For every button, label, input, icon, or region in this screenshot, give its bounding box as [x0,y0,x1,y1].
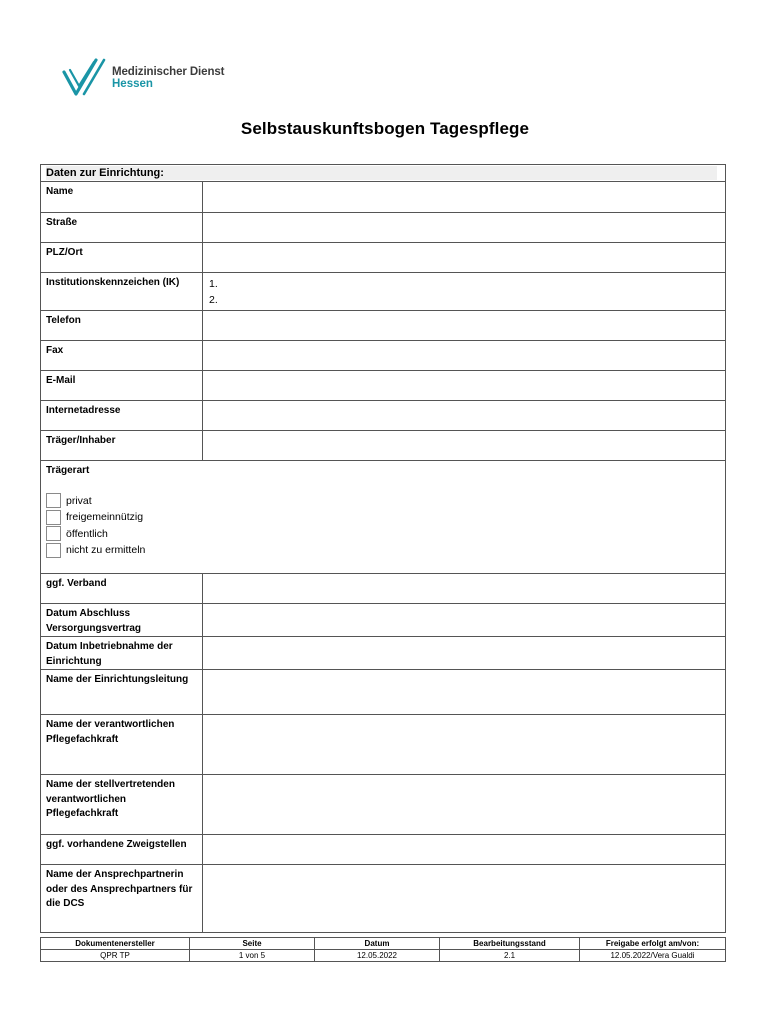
field-fax[interactable] [203,341,726,371]
label-strasse: Straße [41,213,203,243]
footer-value-bearbeitungsstand: 2.1 [440,950,580,962]
label-fax: Fax [41,341,203,371]
label-name: Name [41,182,203,213]
option-nicht-zu-ermitteln[interactable] [46,542,721,559]
label-zweigstellen: ggf. vorhandene Zweigstellen [41,835,203,865]
field-telefon[interactable] [203,311,726,341]
label-ansprechpartner: Name der Ansprechpartnerin oder des Ansprechpartners für die DCS [41,865,203,933]
option-privat[interactable] [46,493,721,510]
footer-header-seite: Seite [190,938,315,950]
ik-line-1: 1. [209,278,218,290]
footer-value-datum: 12.05.2022 [315,950,440,962]
checkbox-privat[interactable] [46,493,61,508]
logo-region: Hessen [112,78,153,90]
field-zweigstellen[interactable] [203,835,726,865]
traegerart-options [46,493,721,559]
document-footer-table [40,937,726,962]
label-telefon: Telefon [41,311,203,341]
label-traegerart: Trägerart [46,465,90,476]
label-traeger: Träger/Inhaber [41,431,203,461]
footer-value-seite: 1 von 5 [190,950,315,962]
label-pfk: Name der verantwortlichen Pflegefachkraft [41,715,203,775]
checkbox-oeffentlich[interactable] [46,526,61,541]
traegerart-cell [41,461,726,574]
field-verband[interactable] [203,574,726,604]
ik-line-2: 2. [209,294,218,306]
field-pfk[interactable] [203,715,726,775]
label-ik: Institutionskennzeichen (IK) [41,273,203,311]
option-freigemeinnuetzig[interactable] [46,509,721,526]
md-hessen-logo [62,58,224,98]
field-internet[interactable] [203,401,726,431]
footer-header-freigabe: Freigabe erfolgt am/von: [580,938,726,950]
option-label: nicht zu ermitteln [66,544,146,556]
page-title: Selbstauskunftsbogen Tagespflege [240,119,530,138]
footer-value-ersteller: QPR TP [41,950,190,962]
option-label: öffentlich [66,527,108,540]
label-internet: Internetadresse [41,401,203,431]
footer-header-ersteller: Dokumentenersteller [41,938,190,950]
field-email[interactable] [203,371,726,401]
checkbox-freigemeinnuetzig[interactable] [46,510,61,525]
footer-header-bearbeitungsstand: Bearbeitungsstand [440,938,580,950]
field-name[interactable] [203,182,726,213]
option-label: privat [66,494,92,507]
label-plz-ort: PLZ/Ort [41,243,203,273]
field-plz-ort[interactable] [203,243,726,273]
footer-value-freigabe: 12.05.2022/Vera Gualdi [580,950,726,962]
label-stv-pfk: Name der stellvertretenden verantwortlichen Pflegefachkraft [41,775,203,835]
option-oeffentlich[interactable] [46,526,721,543]
label-leitung: Name der Einrichtungsleitung [41,670,203,715]
checkbox-nicht-zu-ermitteln[interactable] [46,543,61,558]
checkmark-logo-icon [62,58,108,98]
label-verband: ggf. Verband [41,574,203,604]
label-email: E-Mail [41,371,203,401]
label-datum-vertrag: Datum Abschluss Versorgungsvertrag [41,604,203,637]
field-ik[interactable] [203,273,726,311]
field-stv-pfk[interactable] [203,775,726,835]
option-label: freigemeinnützig [66,511,144,523]
field-traeger[interactable] [203,431,726,461]
field-strasse[interactable] [203,213,726,243]
field-datum-inbetrieb[interactable] [203,637,726,670]
field-datum-vertrag[interactable] [203,604,726,637]
footer-header-datum: Datum [315,938,440,950]
label-datum-inbetrieb: Datum Inbetriebnahme der Einrichtung [41,637,203,670]
section-header: Daten zur Einrichtung: [41,165,726,182]
field-leitung[interactable] [203,670,726,715]
logo-name: Medizinischer Dienst [112,66,225,78]
facility-data-table [40,164,726,933]
field-ansprechpartner[interactable] [203,865,726,933]
